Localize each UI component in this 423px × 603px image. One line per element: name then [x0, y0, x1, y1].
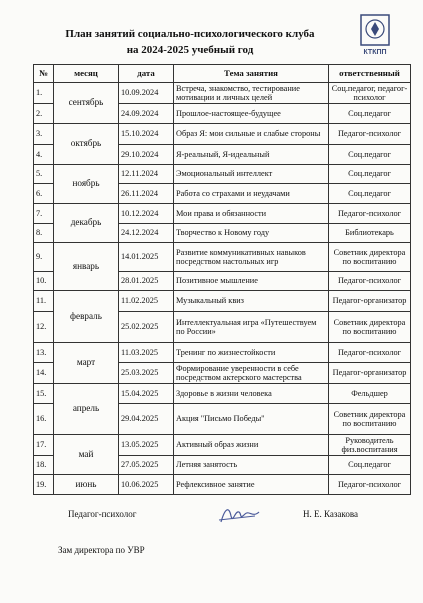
topic-cell: Активный образ жизни	[174, 435, 329, 456]
col-header-responsible: ответственный	[329, 65, 411, 83]
month-cell: апрель	[54, 384, 119, 435]
responsible-cell: Педагог-организатор	[329, 363, 411, 384]
responsible-cell: Соц.педагог	[329, 145, 411, 165]
table-row	[34, 124, 411, 145]
topic-cell: Мои права и обязанности	[174, 204, 329, 224]
row-number: 9.	[34, 243, 54, 272]
signature-name: Н. Е. Казакова	[303, 509, 358, 519]
row-number: 19.	[34, 475, 54, 495]
date-cell: 10.06.2025	[119, 475, 174, 495]
schedule-table	[33, 64, 411, 495]
responsible-cell: Руководитель физ.воспитания	[329, 435, 411, 456]
month-cell: октябрь	[54, 124, 119, 165]
date-cell: 26.11.2024	[119, 184, 174, 204]
responsible-cell: Соц.педагог, педагог-психолог	[329, 83, 411, 104]
topic-cell: Рефлексивное занятие	[174, 475, 329, 495]
month-cell: декабрь	[54, 204, 119, 243]
topic-cell: Развитие коммуникативных навыков посредством настольных игр	[174, 243, 329, 272]
date-cell: 14.01.2025	[119, 243, 174, 272]
topic-cell: Здоровье в жизни человека	[174, 384, 329, 404]
date-cell: 11.02.2025	[119, 291, 174, 312]
table-row	[34, 475, 411, 495]
topic-cell: Музыкальный квиз	[174, 291, 329, 312]
responsible-cell: Педагог-психолог	[329, 343, 411, 363]
date-cell: 24.09.2024	[119, 104, 174, 124]
topic-cell: Творчество к Новому году	[174, 224, 329, 243]
responsible-cell: Педагог-психолог	[329, 124, 411, 145]
row-number: 15.	[34, 384, 54, 404]
document-subtitle: на 2024-2025 учебный год	[126, 44, 254, 56]
responsible-cell: Советник директора по воспитанию	[329, 312, 411, 343]
col-header-topic: Тема занятия	[174, 65, 329, 83]
responsible-cell: Педагог-психолог	[329, 204, 411, 224]
month-cell: февраль	[54, 291, 119, 343]
responsible-cell: Педагог-психолог	[329, 272, 411, 291]
table-row	[34, 204, 411, 224]
topic-cell: Эмоциональный интеллект	[174, 165, 329, 184]
date-cell: 29.04.2025	[119, 404, 174, 435]
responsible-cell: Педагог-организатор	[329, 291, 411, 312]
topic-cell: Летняя занятость	[174, 456, 329, 475]
date-cell: 24.12.2024	[119, 224, 174, 243]
topic-cell: Формирование уверенности в себе посредством актерского мастерства	[174, 363, 329, 384]
responsible-cell: Соц.педагог	[329, 456, 411, 475]
table-row	[34, 384, 411, 404]
month-cell: март	[54, 343, 119, 384]
month-cell: июнь	[54, 475, 119, 495]
responsible-cell: Соц.педагог	[329, 184, 411, 204]
date-cell: 25.03.2025	[119, 363, 174, 384]
table-row	[34, 243, 411, 272]
topic-cell: Я-реальный, Я-идеальный	[174, 145, 329, 165]
month-cell: ноябрь	[54, 165, 119, 204]
row-number: 10.	[34, 272, 54, 291]
table-row	[34, 83, 411, 104]
responsible-cell: Фельдшер	[329, 384, 411, 404]
table-row	[34, 291, 411, 312]
table-row	[34, 165, 411, 184]
topic-cell: Позитивное мышление	[174, 272, 329, 291]
month-cell: сентябрь	[54, 83, 119, 124]
topic-cell: Акция "Письмо Победы"	[174, 404, 329, 435]
date-cell: 12.11.2024	[119, 165, 174, 184]
responsible-cell: Соц.педагог	[329, 165, 411, 184]
signature-role-deputy-director: Зам директора по УВР	[58, 545, 145, 555]
table-row	[34, 343, 411, 363]
row-number: 13.	[34, 343, 54, 363]
table-row	[34, 435, 411, 456]
row-number: 8.	[34, 224, 54, 243]
date-cell: 25.02.2025	[119, 312, 174, 343]
row-number: 7.	[34, 204, 54, 224]
col-header-number: №	[34, 65, 54, 83]
table-header-row	[34, 65, 411, 83]
date-cell: 29.10.2024	[119, 145, 174, 165]
date-cell: 15.04.2025	[119, 384, 174, 404]
row-number: 4.	[34, 145, 54, 165]
responsible-cell: Педагог-психолог	[329, 475, 411, 495]
row-number: 11.	[34, 291, 54, 312]
row-number: 12.	[34, 312, 54, 343]
row-number: 1.	[34, 83, 54, 104]
topic-cell: Тренинг по жизнестойкости	[174, 343, 329, 363]
month-cell: январь	[54, 243, 119, 291]
topic-cell: Прошлое-настоящее-будущее	[174, 104, 329, 124]
topic-cell: Встреча, знакомство, тестирование мотивации и личных целей	[174, 83, 329, 104]
row-number: 3.	[34, 124, 54, 145]
row-number: 14.	[34, 363, 54, 384]
responsible-cell: Библиотекарь	[329, 224, 411, 243]
month-cell: май	[54, 435, 119, 475]
row-number: 16.	[34, 404, 54, 435]
logo-text: КТКПП	[363, 49, 387, 56]
topic-cell: Интеллектуальная игра «Путешествуем по России»	[174, 312, 329, 343]
date-cell: 27.05.2025	[119, 456, 174, 475]
col-header-date: дата	[119, 65, 174, 83]
responsible-cell: Соц.педагог	[329, 104, 411, 124]
topic-cell: Работа со страхами и неудачами	[174, 184, 329, 204]
date-cell: 13.05.2025	[119, 435, 174, 456]
row-number: 5.	[34, 165, 54, 184]
date-cell: 11.03.2025	[119, 343, 174, 363]
row-number: 2.	[34, 104, 54, 124]
row-number: 6.	[34, 184, 54, 204]
row-number: 18.	[34, 456, 54, 475]
topic-cell: Образ Я: мои сильные и слабые стороны	[174, 124, 329, 145]
date-cell: 28.01.2025	[119, 272, 174, 291]
date-cell: 10.09.2024	[119, 83, 174, 104]
date-cell: 10.12.2024	[119, 204, 174, 224]
row-number: 17.	[34, 435, 54, 456]
date-cell: 15.10.2024	[119, 124, 174, 145]
document-title: План занятий социально-психологического клуба	[65, 28, 315, 40]
college-logo	[355, 13, 395, 57]
responsible-cell: Советник директора по воспитанию	[329, 243, 411, 272]
handwritten-signature	[215, 500, 265, 530]
signature-role-psychologist: Педагог-психолог	[68, 509, 137, 519]
responsible-cell: Советник директора по воспитанию	[329, 404, 411, 435]
col-header-month: месяц	[54, 65, 119, 83]
